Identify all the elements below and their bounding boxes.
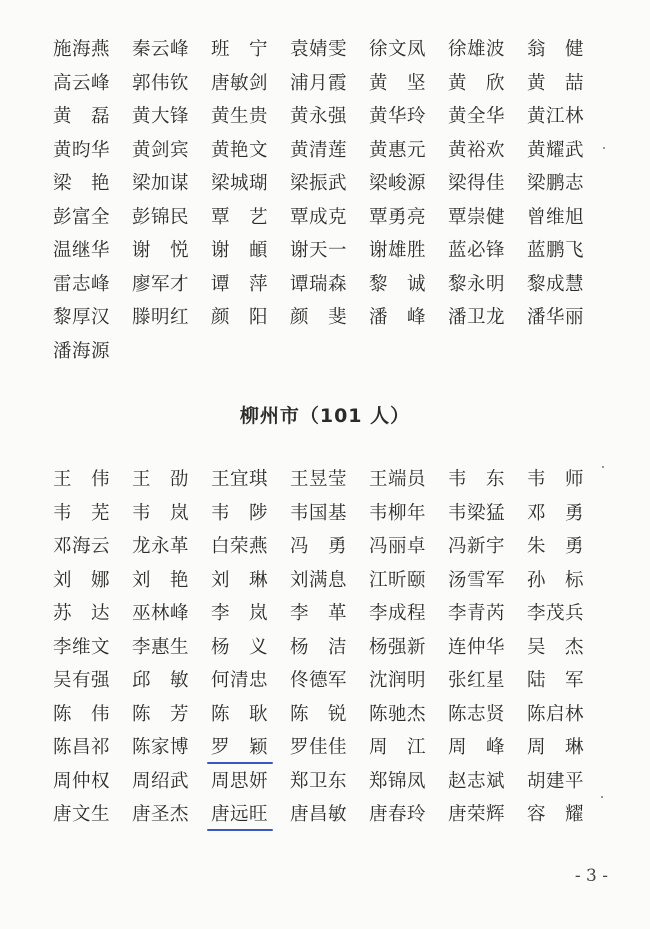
name-entry: 孙 标: [527, 569, 585, 591]
name-entry: 谢 悦: [132, 240, 190, 261]
name-entry: 覃勇亮: [369, 206, 427, 228]
name-entry: 周仲权: [53, 770, 111, 792]
name-entry: 黄大锋: [132, 106, 190, 127]
name-entry: 徐雄波: [448, 39, 506, 60]
name-entry: 谢天一: [290, 240, 348, 261]
name-entry: 江昕颐: [369, 569, 427, 591]
name-entry: 李惠生: [132, 636, 190, 658]
name-entry: 梁 艳: [53, 173, 111, 194]
name-entry: 袁婧雯: [290, 39, 348, 60]
name-entry: 郭伟钦: [132, 72, 190, 94]
name-entry: 黄永强: [290, 106, 348, 127]
name-entry: 黄艳文: [211, 139, 269, 161]
name-entry: 曾维旭: [527, 206, 585, 228]
name-entry: 吴有强: [53, 670, 111, 691]
name-entry: 郑卫东: [290, 770, 348, 792]
page-number: - 3 -: [574, 866, 608, 886]
name-entry: 周绍武: [132, 770, 190, 792]
name-entry: 黎 诚: [369, 273, 427, 295]
name-entry: 冯 勇: [290, 536, 348, 557]
name-entry: 黎成慧: [527, 273, 585, 295]
name-entry: 巫林峰: [132, 603, 190, 624]
name-entry: 谢 頔: [211, 240, 269, 261]
name-entry: 黄 喆: [527, 72, 585, 94]
name-entry: 廖军才: [132, 273, 190, 295]
name-entry: 邱 敏: [132, 670, 190, 691]
name-entry: 彭富全: [53, 206, 111, 228]
name-entry: 何清忠: [211, 670, 269, 691]
name-entry: 黄清莲: [290, 139, 348, 161]
name-entry: 黎厚汉: [53, 307, 111, 328]
name-entry: 梁鹏志: [527, 173, 585, 194]
name-entry: 韦梁猛: [448, 502, 506, 524]
name-entry: 黄江林: [527, 106, 585, 127]
name-entry: 蓝鹏飞: [527, 240, 585, 261]
name-entry: 覃成克: [290, 206, 348, 228]
name-entry: 刘 琳: [211, 569, 269, 591]
name-entry: 冯新宇: [448, 536, 506, 557]
name-entry: 翁 健: [527, 39, 585, 60]
name-entry: 沈润明: [369, 670, 427, 691]
name-entry: 潘华丽: [527, 307, 585, 328]
name-entry: 王 劭: [132, 469, 190, 490]
name-entry: 白荣燕: [211, 536, 269, 557]
name-entry: 韦 岚: [132, 502, 190, 524]
name-entry: 杨强新: [369, 636, 427, 658]
name-entry: 王端员: [369, 469, 427, 490]
name-entry: 杨 洁: [290, 636, 348, 658]
name-entry: 黄耀武: [527, 139, 585, 161]
name-entry: 黄裕欢: [448, 139, 506, 161]
name-entry: 陈昌祁: [53, 737, 111, 758]
name-entry: 覃 艺: [211, 206, 269, 228]
name-entry: 韦国基: [290, 502, 348, 524]
name-entry: 汤雪军: [448, 569, 506, 591]
name-entry: 罗佳佳: [290, 737, 348, 758]
name-entry: 王宜琪: [211, 469, 269, 490]
name-entry: 梁城瑚: [211, 173, 269, 194]
name-entry: 李维文: [53, 636, 111, 658]
name-entry: 谭瑞森: [290, 273, 348, 295]
name-entry: 谢雄胜: [369, 240, 427, 261]
name-entry: 周 峰: [448, 737, 506, 758]
name-entry: 王昱莹: [290, 469, 348, 490]
name-entry: 徐文凤: [369, 39, 427, 60]
name-entry: 韦 芜: [53, 502, 111, 524]
name-entry: 秦云峰: [132, 39, 190, 60]
name-entry: 李 岚: [211, 603, 269, 624]
name-entry: 韦 师: [527, 469, 585, 490]
name-entry: 高云峰: [53, 72, 111, 94]
name-entry: 黄 磊: [53, 106, 111, 127]
name-entry: 陈 芳: [132, 703, 190, 725]
name-entry: 滕明红: [132, 307, 190, 328]
name-entry: 蓝必锋: [448, 240, 506, 261]
name-entry: 潘卫龙: [448, 307, 506, 328]
name-entry: 雷志峰: [53, 273, 111, 295]
name-entry: 黄惠元: [369, 139, 427, 161]
name-entry: 谭 萍: [211, 273, 269, 295]
name-entry: 梁峻源: [369, 173, 427, 194]
name-entry: 唐敏剑: [211, 72, 269, 94]
name-entry: 连仲华: [448, 636, 506, 658]
name-entry-underlined: 唐远旺: [211, 798, 290, 832]
name-entry: 潘海源: [53, 340, 111, 362]
scan-speck: [602, 466, 604, 468]
name-entry: 陈 耿: [211, 703, 269, 725]
name-entry: 刘 艳: [132, 569, 190, 591]
name-entry: 杨 义: [211, 636, 269, 658]
name-entry: 郑锦凤: [369, 770, 427, 792]
name-entry: 黄全华: [448, 106, 506, 127]
name-entry: 彭锦民: [132, 206, 190, 228]
name-entry: 陈家博: [132, 737, 190, 758]
name-entry: 浦月霞: [290, 72, 348, 94]
name-entry: 刘满息: [290, 569, 348, 591]
name-entry: 王 伟: [53, 469, 111, 490]
name-entry: 唐春玲: [369, 804, 427, 825]
name-entry: 冯丽卓: [369, 536, 427, 557]
name-entry: 黄 欣: [448, 72, 506, 94]
name-entry: 苏 达: [53, 603, 111, 624]
name-entry: 赵志斌: [448, 770, 506, 792]
name-entry: 黄生贵: [211, 106, 269, 127]
name-entry: 韦 陟: [211, 502, 269, 524]
name-entry: 韦柳年: [369, 502, 427, 524]
name-entry: 颜 阳: [211, 307, 269, 328]
name-entry: 吴 杰: [527, 636, 585, 658]
section-title: 柳州市（101 人）: [239, 405, 411, 427]
name-entry: 覃崇健: [448, 206, 506, 228]
name-entry: 胡建平: [527, 770, 585, 792]
scan-speck: [603, 147, 605, 149]
name-entry: 周思妍: [211, 770, 269, 792]
name-entry: 朱 勇: [527, 536, 585, 557]
name-entry: 容 耀: [527, 804, 585, 825]
name-entry: 唐昌敏: [290, 804, 348, 825]
name-entry: 张红星: [448, 670, 506, 691]
name-entry: 班 宁: [211, 39, 269, 60]
name-entry: 韦 东: [448, 469, 506, 490]
name-entry: 邓 勇: [527, 502, 585, 524]
name-entry: 黄华玲: [369, 106, 427, 127]
name-entry: 梁加谋: [132, 173, 190, 194]
name-entry: 施海燕: [53, 39, 111, 60]
name-entry: 梁振武: [290, 173, 348, 194]
name-entry: 黄剑宾: [132, 139, 190, 161]
name-entry: 梁得佳: [448, 173, 506, 194]
scan-speck: [601, 796, 603, 798]
name-entry-underlined: 罗 颖: [211, 731, 290, 765]
name-list-liuzhou: [53, 463, 606, 832]
name-entry: 刘 娜: [53, 569, 111, 591]
name-entry: 龙永革: [132, 536, 190, 557]
name-entry: 陆 军: [527, 670, 585, 691]
name-entry: 李青芮: [448, 603, 506, 624]
name-entry: 李成程: [369, 603, 427, 624]
name-entry: 陈 锐: [290, 703, 348, 725]
name-entry: 黄 坚: [369, 72, 427, 94]
name-list-top: [53, 33, 606, 368]
name-entry: 邓海云: [53, 536, 111, 557]
name-entry: 陈志贤: [448, 703, 506, 725]
name-entry: 唐圣杰: [132, 804, 190, 825]
name-entry: 陈 伟: [53, 703, 111, 725]
name-entry: 陈驰杰: [369, 703, 427, 725]
name-entry: 温继华: [53, 240, 111, 261]
name-entry: 佟德军: [290, 670, 348, 691]
name-entry: 陈启林: [527, 703, 585, 725]
name-entry: 唐文生: [53, 804, 111, 825]
name-entry: 黎永明: [448, 273, 506, 295]
name-entry: 黄昀华: [53, 139, 111, 161]
name-entry: 潘 峰: [369, 307, 427, 328]
name-entry: 唐荣辉: [448, 804, 506, 825]
name-entry: 周 琳: [527, 737, 585, 758]
name-entry: 颜 斐: [290, 307, 348, 328]
name-entry: 周 江: [369, 737, 427, 758]
name-entry: 李 革: [290, 603, 348, 624]
name-entry: 李茂兵: [527, 603, 585, 624]
